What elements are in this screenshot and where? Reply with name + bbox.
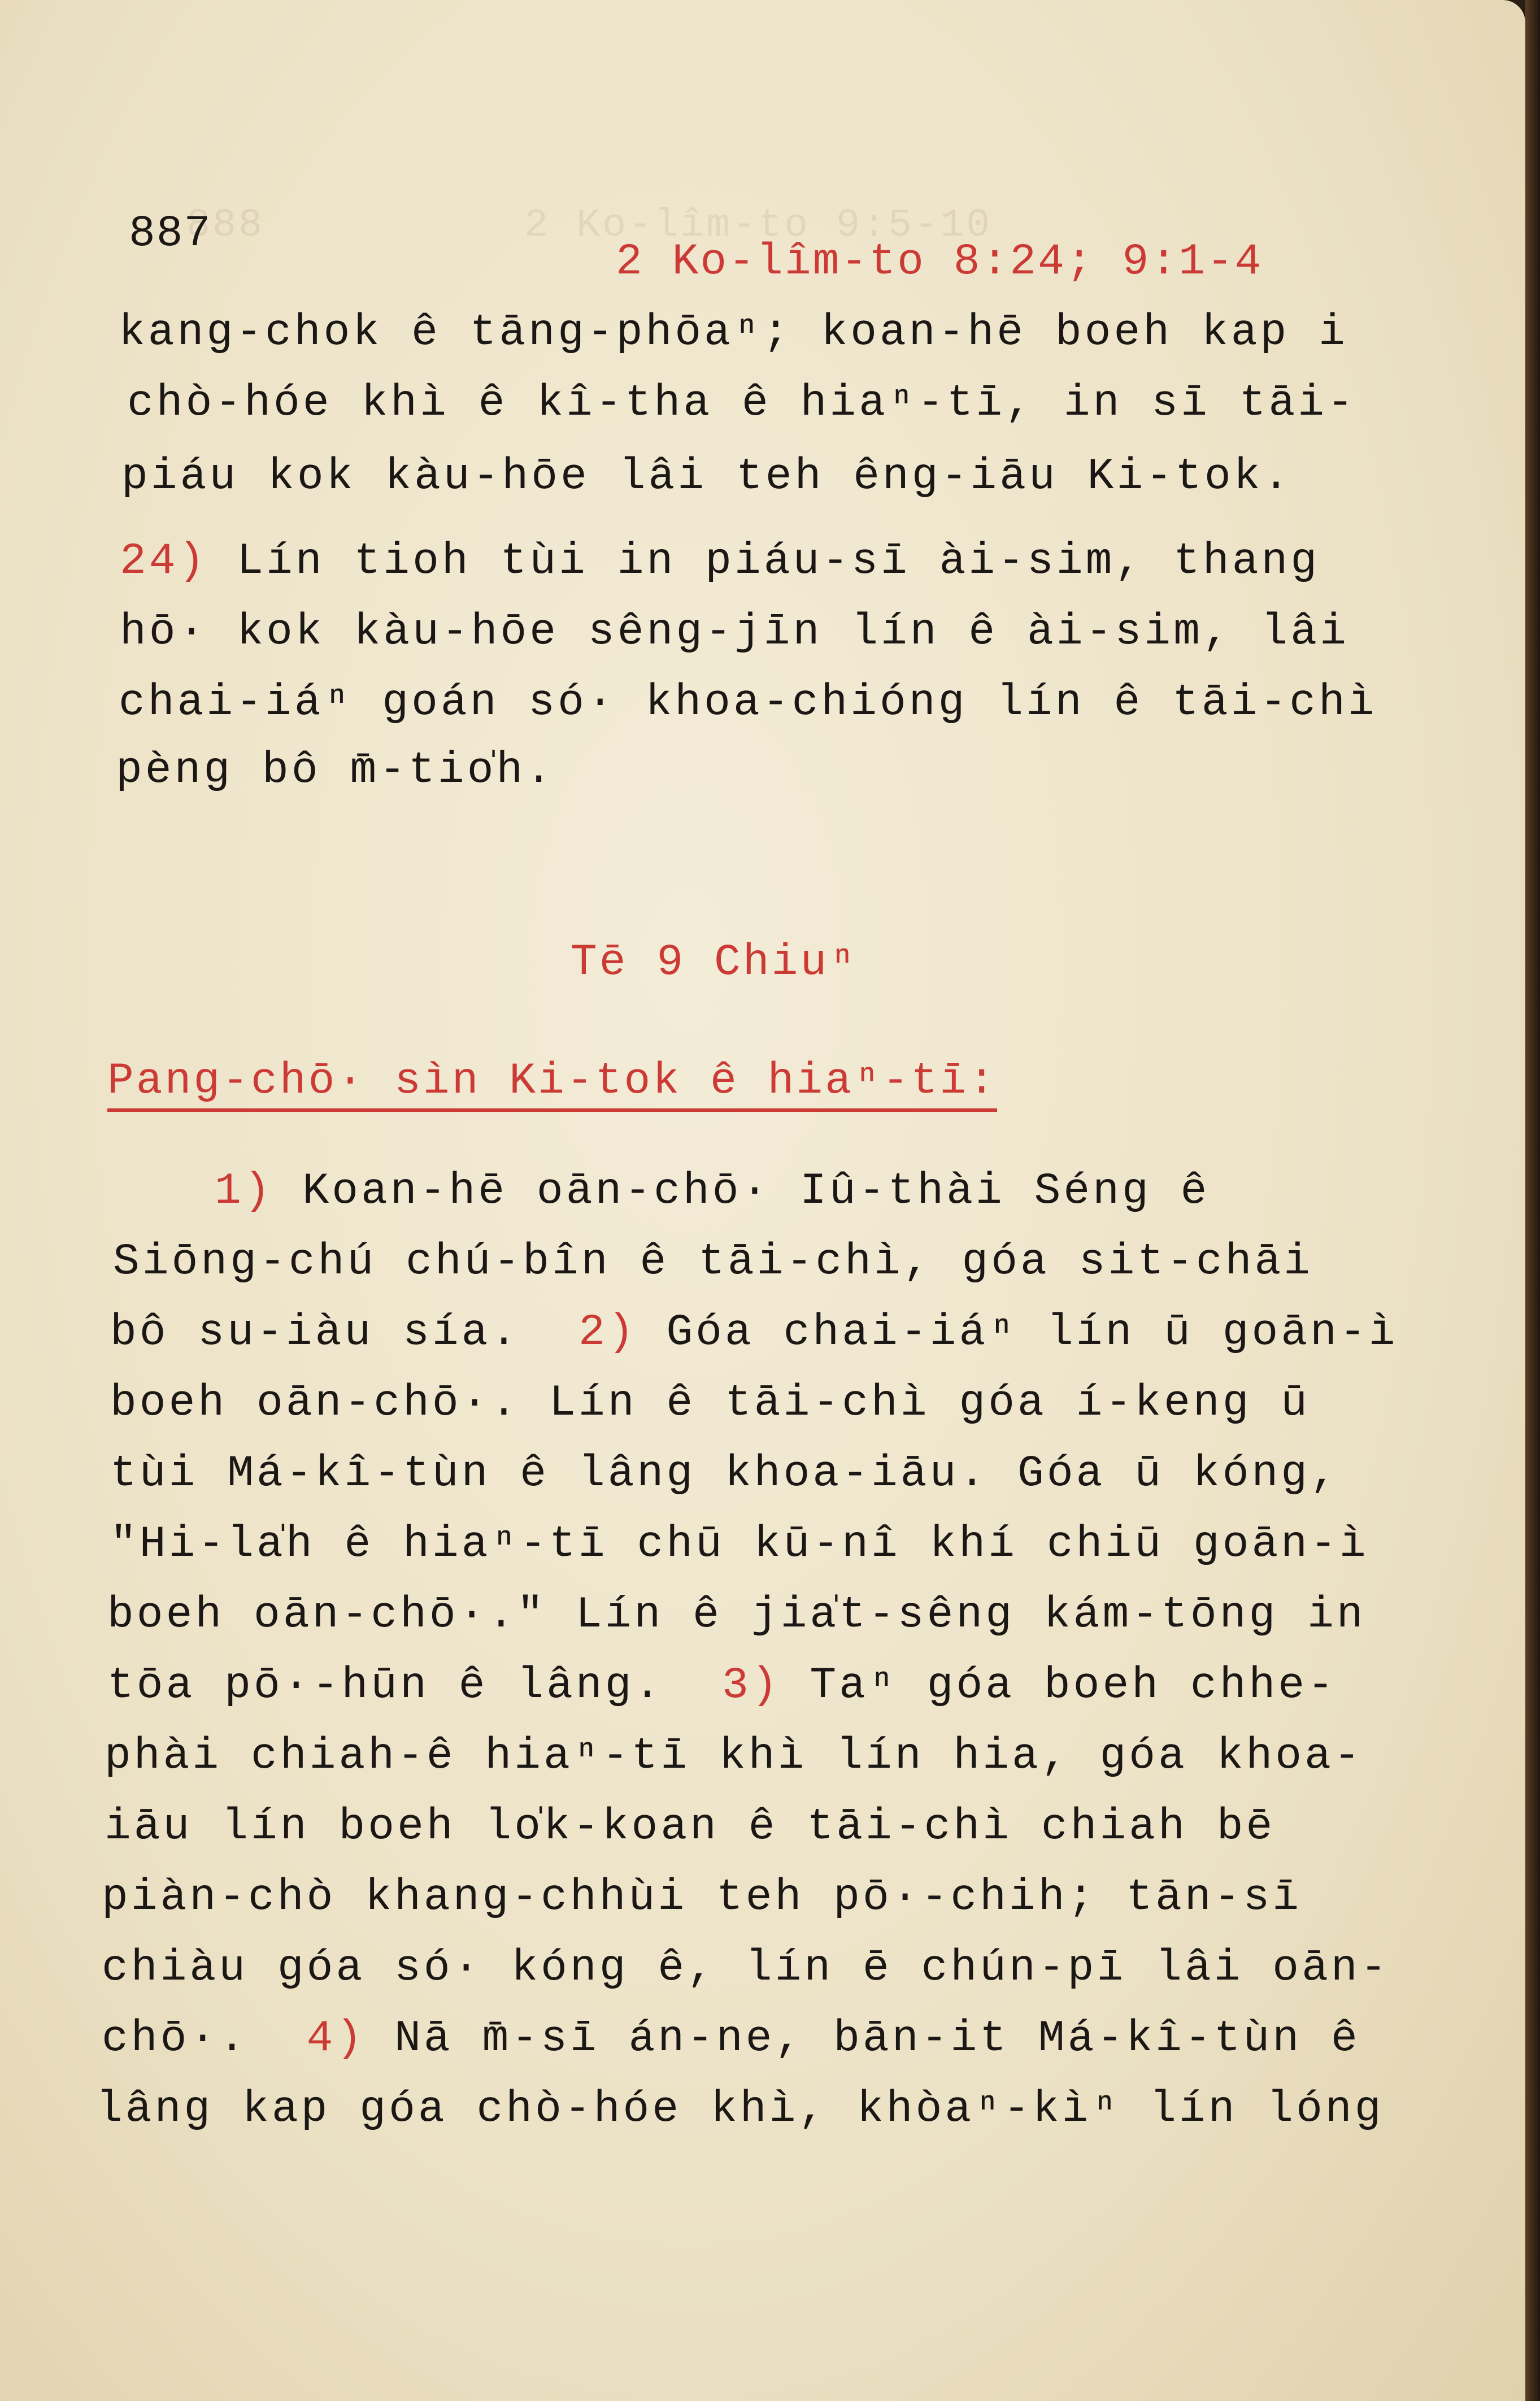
section-heading: Pang-chō· sìn Ki-tok ê hiaⁿ-tī:: [107, 1056, 997, 1112]
verse-text: Lín tioh tùi in piáu-sī ài-sim, thang: [207, 537, 1320, 586]
text-line: bô su-iàu sía. 2) Góa chai-iáⁿ lín ū goān-ì: [110, 1308, 1398, 1358]
text-line: chai-iáⁿ goán só· khoa-chióng lín ê tāi-chì: [119, 678, 1377, 728]
running-head: 2 Ko-lîm-to 8:24; 9:1-4: [616, 237, 1263, 287]
text-line: tùi Má-kî-tùn ê lâng khoa-iāu. Góa ū kóng,: [110, 1449, 1339, 1499]
page-number: 887: [129, 209, 212, 259]
text-line: piáu kok kàu-hōe lâi teh êng-iāu Ki-tok.: [121, 452, 1293, 502]
text-line: chò-hóe khì ê kî-tha ê hiaⁿ-tī, in sī tāi-: [127, 379, 1356, 428]
page-edge-shadow: [1525, 0, 1540, 2401]
text-line: boeh oān-chō·. Lín ê tāi-chì góa í-keng ū: [110, 1378, 1311, 1428]
text-line: Siōng-chú chú-bîn ê tāi-chì, góa sit-chāi: [113, 1237, 1313, 1287]
bleed-through-text: 888 2 Ko-lîm-to 9:5-10: [186, 203, 993, 248]
verse-number: 3): [721, 1661, 781, 1711]
text-line: hō· kok kàu-hōe sêng-jīn lín ê ài-sim, lâi: [120, 607, 1349, 657]
verse-number: 2): [578, 1308, 637, 1358]
text-line: lâng kap góa chò-hóe khì, khòaⁿ-kìⁿ lín lóng: [96, 2085, 1384, 2134]
text-line: tōa pō·-hūn ê lâng. 3) Taⁿ góa boeh chhe-: [107, 1661, 1337, 1711]
text-line: pèng bô m̄-tio̍h.: [116, 746, 555, 795]
text-line: piàn-chò khang-chhùi teh pō·-chih; tān-sī: [102, 1873, 1302, 1922]
verse-number: 4): [306, 2014, 366, 2064]
text-line: phài chiah-ê hiaⁿ-tī khì lín hia, góa khoa-: [105, 1732, 1363, 1781]
text-line: "Hi-la̍h ê hiaⁿ-tī chū kū-nî khí chiū goān-ì: [110, 1520, 1369, 1569]
chapter-title: Tē 9 Chiuⁿ: [571, 938, 858, 988]
verse-24-line: [120, 537, 1320, 586]
text-line: iāu lín boeh lo̍k-koan ê tāi-chì chiah bē: [105, 1802, 1276, 1852]
verse-1-line: 1) Koan-hē oān-chō· Iû-thài Séng ê: [215, 1167, 1210, 1216]
text-line: boeh oān-chō·." Lín ê jia̍t-sêng kám-tōng in: [107, 1590, 1366, 1640]
text-line: chō·. 4) Nā m̄-sī án-ne, bān-it Má-kî-tùn ê: [102, 2014, 1360, 2064]
verse-number: 1): [215, 1167, 273, 1216]
text-line: chiàu góa só· kóng ê, lín ē chún-pī lâi oān-: [102, 1943, 1390, 1993]
verse-number: 24): [120, 537, 208, 586]
text-line: kang-chok ê tāng-phōaⁿ; koan-hē boeh kap i: [119, 308, 1348, 358]
